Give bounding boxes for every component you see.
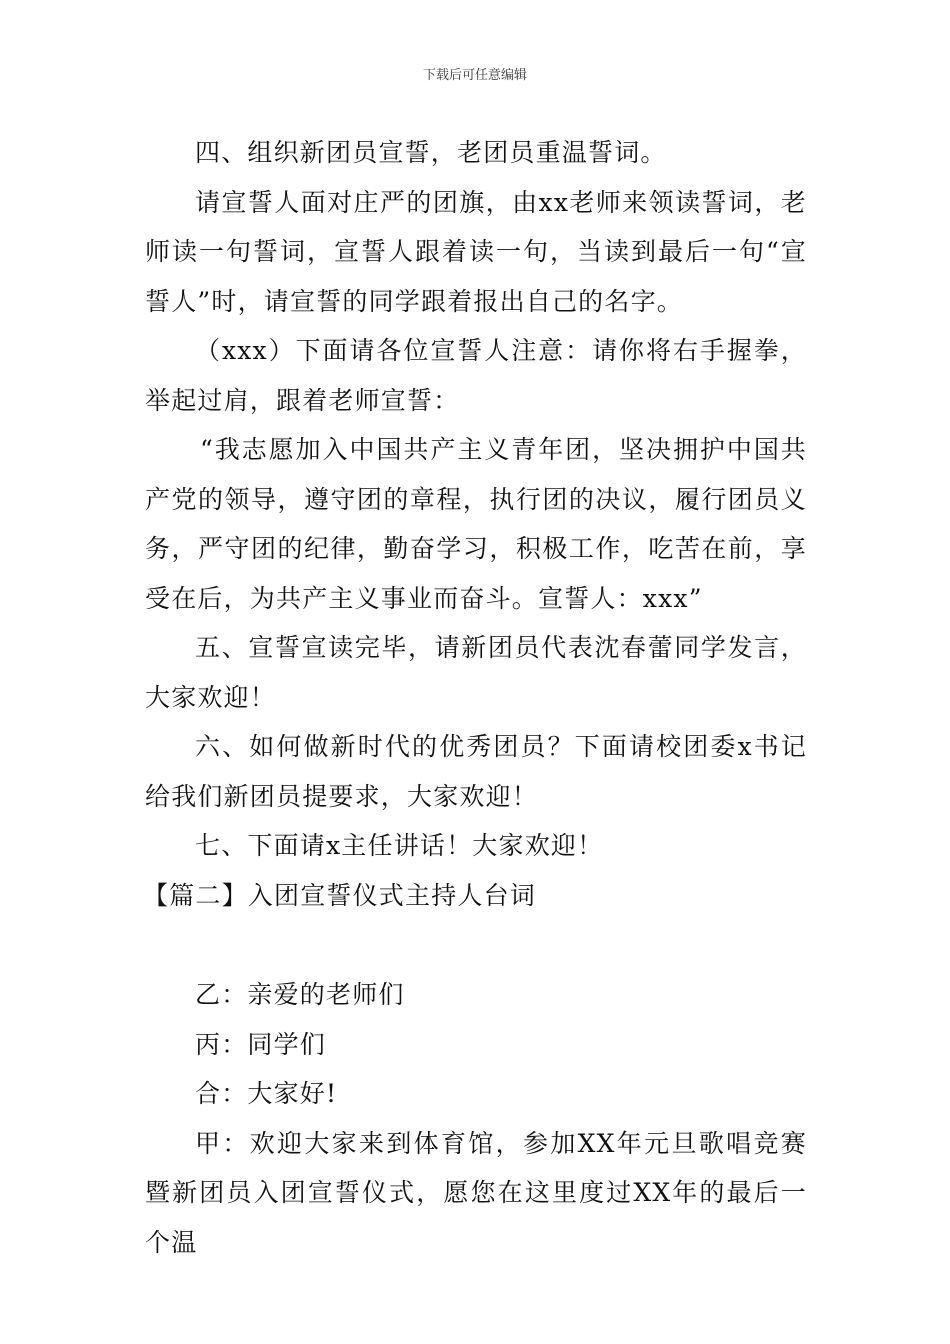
paragraph-step-seven: 七、下面请x主任讲话！大家欢迎！ [195, 831, 604, 860]
dialogue-line-yi: 乙：亲爱的老师们 [195, 980, 405, 1009]
dialogue-line-bing: 丙：同学们 [195, 1029, 327, 1059]
paragraph-oath-instructions: 请宣誓人面对庄严的团旗，由xx老师来领读誓词，老师读一句誓词，宣誓人跟着读一句，当读到最后一句“宣誓人”时，请宣誓的同学跟着报出自己的名字。 [145, 187, 807, 316]
paragraph-oath-notice: （xxx）下面请各位宣誓人注意：请你将右手握拳，举起过肩，跟着老师宣誓： [145, 336, 807, 415]
paragraph-step-four: 四、组织新团员宣誓，老团员重温誓词。 [195, 138, 667, 167]
paragraph-step-six: 六、如何做新时代的优秀团员？下面请校团委x书记给我们新团员提要求，大家欢迎！ [145, 732, 807, 811]
paragraph-oath-text: “我志愿加入中国共产主义青年团，坚决拥护中国共产党的领导，遵守团的章程，执行团的决议，履行团员义务，严守团的纪律，勤奋学习，积极工作，吃苦在前，享受在后，为共产主义事业而奋斗。宣誓人：xxx” [145, 435, 807, 613]
blank-line [145, 920, 807, 970]
section-title: 【篇二】入团宣誓仪式主持人台词 [143, 880, 537, 910]
document-body [145, 128, 807, 1267]
paragraph-step-five: 五、宣誓宣读完毕，请新团员代表沈春蕾同学发言，大家欢迎！ [145, 633, 807, 712]
page-header: 下载后可任意编辑 [422, 68, 527, 83]
dialogue-line-jia: 甲：欢迎大家来到体育馆，参加XX年元旦歌唱竞赛暨新团员入团宣誓仪式，愿您在这里度过XX年的最后一个温 [145, 1128, 807, 1257]
dialogue-line-he: 合：大家好! [195, 1079, 338, 1108]
